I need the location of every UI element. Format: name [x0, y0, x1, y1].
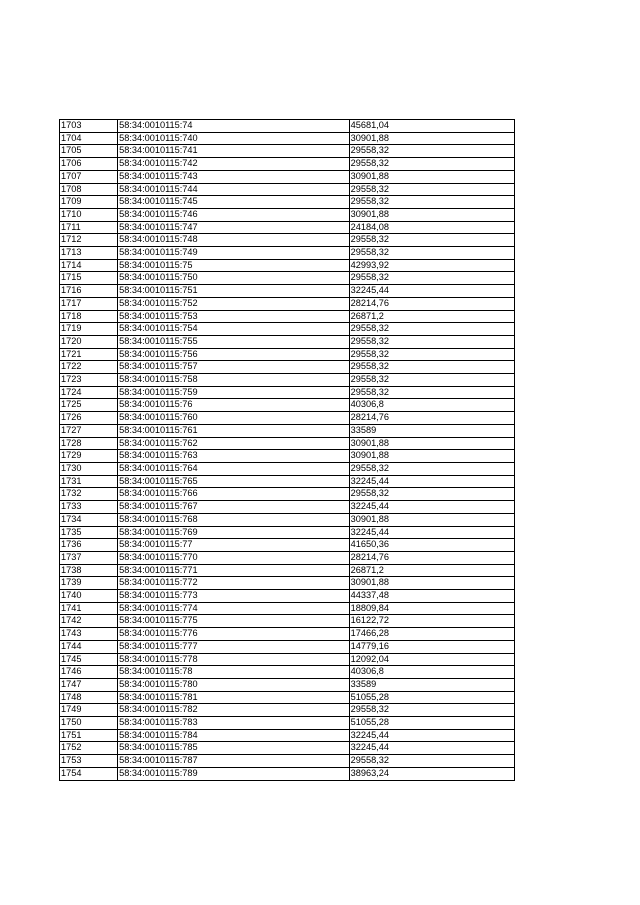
- table-row: [60, 170, 515, 183]
- value-cell: 30901,88: [349, 170, 514, 183]
- table-row: [60, 247, 515, 260]
- row-number-cell: 1736: [60, 539, 118, 552]
- value-cell: 29558,32: [349, 704, 514, 717]
- table-row: [60, 272, 515, 285]
- table-row: [60, 666, 515, 679]
- row-number-cell: 1730: [60, 462, 118, 475]
- cadastral-number-cell: 58:34:0010115:753: [118, 310, 350, 323]
- cadastral-number-cell: 58:34:0010115:777: [118, 640, 350, 653]
- value-cell: 18809,84: [349, 602, 514, 615]
- row-number-cell: 1703: [60, 120, 118, 133]
- table-row: [60, 615, 515, 628]
- value-cell: 16122,72: [349, 615, 514, 628]
- table-row: [60, 551, 515, 564]
- cadastral-number-cell: 58:34:0010115:75: [118, 259, 350, 272]
- row-number-cell: 1714: [60, 259, 118, 272]
- cadastral-number-cell: 58:34:0010115:741: [118, 145, 350, 158]
- cadastral-number-cell: 58:34:0010115:77: [118, 539, 350, 552]
- cadastral-number-cell: 58:34:0010115:784: [118, 729, 350, 742]
- table-row: [60, 729, 515, 742]
- row-number-cell: 1746: [60, 666, 118, 679]
- value-cell: 32245,44: [349, 729, 514, 742]
- table-row: [60, 640, 515, 653]
- row-number-cell: 1706: [60, 158, 118, 171]
- row-number-cell: 1748: [60, 691, 118, 704]
- row-number-cell: 1708: [60, 183, 118, 196]
- table-row: [60, 259, 515, 272]
- table-row: [60, 678, 515, 691]
- cadastral-number-cell: 58:34:0010115:781: [118, 691, 350, 704]
- cadastral-number-cell: 58:34:0010115:776: [118, 628, 350, 641]
- table-row: [60, 361, 515, 374]
- value-cell: 29558,32: [349, 462, 514, 475]
- table-row: [60, 335, 515, 348]
- table-row: [60, 450, 515, 463]
- cadastral-number-cell: 58:34:0010115:751: [118, 285, 350, 298]
- value-cell: 32245,44: [349, 501, 514, 514]
- cadastral-number-cell: 58:34:0010115:768: [118, 513, 350, 526]
- cadastral-number-cell: 58:34:0010115:772: [118, 577, 350, 590]
- cadastral-number-cell: 58:34:0010115:748: [118, 234, 350, 247]
- value-cell: 29558,32: [349, 145, 514, 158]
- row-number-cell: 1741: [60, 602, 118, 615]
- table-row: [60, 755, 515, 768]
- value-cell: 29558,32: [349, 374, 514, 387]
- table-row: [60, 120, 515, 133]
- cadastral-number-cell: 58:34:0010115:765: [118, 475, 350, 488]
- cadastral-number-cell: 58:34:0010115:752: [118, 297, 350, 310]
- cadastral-number-cell: 58:34:0010115:771: [118, 564, 350, 577]
- value-cell: 33589: [349, 424, 514, 437]
- cadastral-number-cell: 58:34:0010115:780: [118, 678, 350, 691]
- row-number-cell: 1740: [60, 590, 118, 603]
- table-row: [60, 234, 515, 247]
- table-row: [60, 374, 515, 387]
- cadastral-number-cell: 58:34:0010115:754: [118, 323, 350, 336]
- cadastral-number-cell: 58:34:0010115:749: [118, 247, 350, 260]
- value-cell: 42993,92: [349, 259, 514, 272]
- row-number-cell: 1738: [60, 564, 118, 577]
- value-cell: 26871,2: [349, 564, 514, 577]
- value-cell: 30901,88: [349, 577, 514, 590]
- value-cell: 29558,32: [349, 196, 514, 209]
- value-cell: 30901,88: [349, 513, 514, 526]
- value-cell: 40306,8: [349, 666, 514, 679]
- row-number-cell: 1710: [60, 208, 118, 221]
- value-cell: 28214,76: [349, 551, 514, 564]
- value-cell: 41650,36: [349, 539, 514, 552]
- row-number-cell: 1735: [60, 526, 118, 539]
- table-row: [60, 488, 515, 501]
- table-row: [60, 196, 515, 209]
- table-row: [60, 767, 515, 780]
- value-cell: 51055,28: [349, 717, 514, 730]
- row-number-cell: 1743: [60, 628, 118, 641]
- value-cell: 29558,32: [349, 755, 514, 768]
- row-number-cell: 1720: [60, 335, 118, 348]
- row-number-cell: 1750: [60, 717, 118, 730]
- row-number-cell: 1732: [60, 488, 118, 501]
- row-number-cell: 1744: [60, 640, 118, 653]
- table-row: [60, 208, 515, 221]
- row-number-cell: 1751: [60, 729, 118, 742]
- row-number-cell: 1713: [60, 247, 118, 260]
- table-row: [60, 310, 515, 323]
- row-number-cell: 1724: [60, 386, 118, 399]
- cadastral-number-cell: 58:34:0010115:787: [118, 755, 350, 768]
- value-cell: 44337,48: [349, 590, 514, 603]
- cadastral-number-cell: 58:34:0010115:742: [118, 158, 350, 171]
- table-row: [60, 158, 515, 171]
- cadastral-number-cell: 58:34:0010115:789: [118, 767, 350, 780]
- row-number-cell: 1727: [60, 424, 118, 437]
- value-cell: 30901,88: [349, 132, 514, 145]
- row-number-cell: 1733: [60, 501, 118, 514]
- row-number-cell: 1705: [60, 145, 118, 158]
- value-cell: 45681,04: [349, 120, 514, 133]
- cadastral-number-cell: 58:34:0010115:764: [118, 462, 350, 475]
- table-row: [60, 704, 515, 717]
- value-cell: 28214,76: [349, 412, 514, 425]
- table-row: [60, 285, 515, 298]
- table-row: [60, 399, 515, 412]
- table-row: [60, 348, 515, 361]
- row-number-cell: 1749: [60, 704, 118, 717]
- row-number-cell: 1729: [60, 450, 118, 463]
- cadastral-number-cell: 58:34:0010115:76: [118, 399, 350, 412]
- cadastral-number-cell: 58:34:0010115:746: [118, 208, 350, 221]
- cadastral-number-cell: 58:34:0010115:783: [118, 717, 350, 730]
- row-number-cell: 1723: [60, 374, 118, 387]
- cadastral-number-cell: 58:34:0010115:747: [118, 221, 350, 234]
- cadastral-number-cell: 58:34:0010115:767: [118, 501, 350, 514]
- table-row: [60, 628, 515, 641]
- cadastral-number-cell: 58:34:0010115:758: [118, 374, 350, 387]
- row-number-cell: 1721: [60, 348, 118, 361]
- row-number-cell: 1725: [60, 399, 118, 412]
- cadastral-number-cell: 58:34:0010115:762: [118, 437, 350, 450]
- value-cell: 29558,32: [349, 183, 514, 196]
- row-number-cell: 1704: [60, 132, 118, 145]
- table-row: [60, 145, 515, 158]
- row-number-cell: 1742: [60, 615, 118, 628]
- row-number-cell: 1715: [60, 272, 118, 285]
- cadastral-number-cell: 58:34:0010115:744: [118, 183, 350, 196]
- value-cell: 32245,44: [349, 285, 514, 298]
- value-cell: 24184,08: [349, 221, 514, 234]
- table-row: [60, 132, 515, 145]
- value-cell: 29558,32: [349, 488, 514, 501]
- value-cell: 32245,44: [349, 475, 514, 488]
- table-row: [60, 501, 515, 514]
- table-row: [60, 183, 515, 196]
- value-cell: 29558,32: [349, 335, 514, 348]
- cadastral-number-cell: 58:34:0010115:774: [118, 602, 350, 615]
- value-cell: 14779,16: [349, 640, 514, 653]
- value-cell: 29558,32: [349, 158, 514, 171]
- table-row: [60, 437, 515, 450]
- cadastral-number-cell: 58:34:0010115:757: [118, 361, 350, 374]
- row-number-cell: 1722: [60, 361, 118, 374]
- value-cell: 30901,88: [349, 450, 514, 463]
- value-cell: 32245,44: [349, 742, 514, 755]
- cadastral-number-cell: 58:34:0010115:782: [118, 704, 350, 717]
- row-number-cell: 1717: [60, 297, 118, 310]
- row-number-cell: 1726: [60, 412, 118, 425]
- cadastral-number-cell: 58:34:0010115:769: [118, 526, 350, 539]
- row-number-cell: 1711: [60, 221, 118, 234]
- cadastral-number-cell: 58:34:0010115:743: [118, 170, 350, 183]
- table-row: [60, 539, 515, 552]
- value-cell: 32245,44: [349, 526, 514, 539]
- cadastral-number-cell: 58:34:0010115:759: [118, 386, 350, 399]
- cadastral-number-cell: 58:34:0010115:770: [118, 551, 350, 564]
- cadastral-number-cell: 58:34:0010115:778: [118, 653, 350, 666]
- value-cell: 29558,32: [349, 247, 514, 260]
- value-cell: 29558,32: [349, 272, 514, 285]
- value-cell: 28214,76: [349, 297, 514, 310]
- row-number-cell: 1716: [60, 285, 118, 298]
- table-row: [60, 221, 515, 234]
- table-row: [60, 717, 515, 730]
- value-cell: 29558,32: [349, 361, 514, 374]
- table-row: [60, 412, 515, 425]
- table-row: [60, 653, 515, 666]
- row-number-cell: 1737: [60, 551, 118, 564]
- cadastral-number-cell: 58:34:0010115:740: [118, 132, 350, 145]
- table-row: [60, 297, 515, 310]
- row-number-cell: 1734: [60, 513, 118, 526]
- table-row: [60, 424, 515, 437]
- value-cell: 33589: [349, 678, 514, 691]
- value-cell: 29558,32: [349, 348, 514, 361]
- table-row: [60, 742, 515, 755]
- table-row: [60, 590, 515, 603]
- value-cell: 30901,88: [349, 208, 514, 221]
- cadastral-number-cell: 58:34:0010115:750: [118, 272, 350, 285]
- table-row: [60, 462, 515, 475]
- row-number-cell: 1752: [60, 742, 118, 755]
- table-row: [60, 475, 515, 488]
- cadastral-number-cell: 58:34:0010115:756: [118, 348, 350, 361]
- row-number-cell: 1728: [60, 437, 118, 450]
- value-cell: 29558,32: [349, 386, 514, 399]
- cadastral-number-cell: 58:34:0010115:766: [118, 488, 350, 501]
- value-cell: 29558,32: [349, 323, 514, 336]
- table-row: [60, 691, 515, 704]
- value-cell: 40306,8: [349, 399, 514, 412]
- data-table: [59, 119, 515, 781]
- cadastral-number-cell: 58:34:0010115:763: [118, 450, 350, 463]
- cadastral-number-cell: 58:34:0010115:745: [118, 196, 350, 209]
- value-cell: 51055,28: [349, 691, 514, 704]
- cadastral-number-cell: 58:34:0010115:74: [118, 120, 350, 133]
- table-row: [60, 386, 515, 399]
- table-row: [60, 513, 515, 526]
- cadastral-number-cell: 58:34:0010115:761: [118, 424, 350, 437]
- row-number-cell: 1731: [60, 475, 118, 488]
- row-number-cell: 1739: [60, 577, 118, 590]
- value-cell: 30901,88: [349, 437, 514, 450]
- row-number-cell: 1718: [60, 310, 118, 323]
- cadastral-number-cell: 58:34:0010115:785: [118, 742, 350, 755]
- row-number-cell: 1754: [60, 767, 118, 780]
- cadastral-number-cell: 58:34:0010115:775: [118, 615, 350, 628]
- row-number-cell: 1745: [60, 653, 118, 666]
- row-number-cell: 1753: [60, 755, 118, 768]
- cadastral-number-cell: 58:34:0010115:773: [118, 590, 350, 603]
- row-number-cell: 1712: [60, 234, 118, 247]
- row-number-cell: 1747: [60, 678, 118, 691]
- table-body: [60, 120, 515, 781]
- row-number-cell: 1719: [60, 323, 118, 336]
- table-row: [60, 602, 515, 615]
- value-cell: 12092,04: [349, 653, 514, 666]
- table-row: [60, 526, 515, 539]
- value-cell: 29558,32: [349, 234, 514, 247]
- value-cell: 17466,28: [349, 628, 514, 641]
- table-row: [60, 564, 515, 577]
- table-row: [60, 577, 515, 590]
- cadastral-number-cell: 58:34:0010115:760: [118, 412, 350, 425]
- value-cell: 38963,24: [349, 767, 514, 780]
- value-cell: 26871,2: [349, 310, 514, 323]
- cadastral-number-cell: 58:34:0010115:78: [118, 666, 350, 679]
- row-number-cell: 1709: [60, 196, 118, 209]
- row-number-cell: 1707: [60, 170, 118, 183]
- table-row: [60, 323, 515, 336]
- cadastral-number-cell: 58:34:0010115:755: [118, 335, 350, 348]
